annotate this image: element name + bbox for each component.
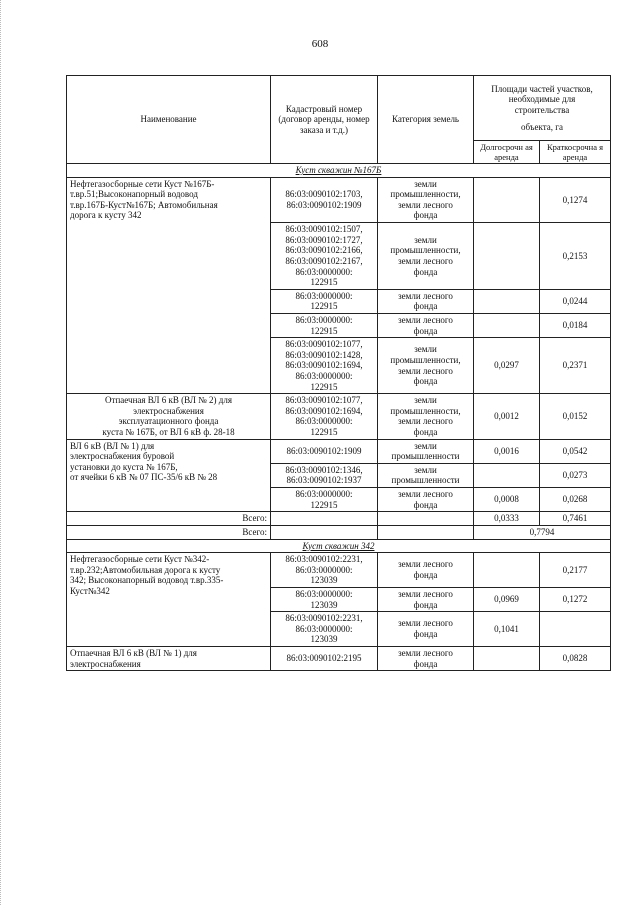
total-label: Всего: <box>67 525 271 539</box>
category-line: промышленности, <box>390 405 461 416</box>
object-name-line: т.вр.167Б-Куст№167Б; Автомобильная <box>70 199 218 210</box>
category-line: земли <box>414 234 437 245</box>
table-body <box>67 164 611 671</box>
header-area-line: Площади частей участков, <box>491 83 593 94</box>
cadastral-number <box>271 647 378 671</box>
object-name-line: эксплуатационного фонда <box>118 416 219 427</box>
land-category <box>378 338 474 394</box>
short-term-area: 0,2371 <box>540 338 611 394</box>
header-short-term: Краткосрочна я аренда <box>540 141 611 164</box>
header-cadastral: Кадастровый номер (договор аренды, номер заказа и т.д.) <box>271 76 378 164</box>
cadastral-number <box>271 394 378 439</box>
cadastral-line: 86:03:0000000: <box>295 623 353 634</box>
cadastral-line: 86:03:0000000: <box>295 588 353 599</box>
cadastral-line: 86:03:0090102:1077, <box>285 395 363 406</box>
header-name: Наименование <box>67 76 271 164</box>
cadastral-line: 122915 <box>310 325 338 336</box>
land-category <box>378 394 474 439</box>
category-line: земли лесного <box>398 199 453 210</box>
table-row <box>67 439 611 463</box>
object-name <box>67 647 271 671</box>
category-line: фонда <box>413 599 438 610</box>
object-name-line: установки до куста № 167Б, <box>70 461 178 472</box>
cadastral-line: 86:03:0000000: <box>295 266 353 277</box>
total-label: Всего: <box>67 512 271 526</box>
land-category <box>378 488 474 512</box>
cadastral-line: 86:03:0090102:1077, <box>285 339 363 350</box>
category-line: земли лесного <box>398 290 453 301</box>
category-line: земли <box>414 440 437 451</box>
category-line: земли лесного <box>398 648 453 659</box>
cadastral-line: 86:03:0000000: <box>295 564 353 575</box>
scan-edge <box>0 0 3 905</box>
table-row <box>67 553 611 588</box>
object-name-line: Отпаечная ВЛ 6 кВ (ВЛ № 2) для <box>105 395 232 406</box>
category-line: фонда <box>413 301 438 312</box>
cadastral-line: 122915 <box>310 301 338 312</box>
category-line: фонда <box>413 570 438 581</box>
total-row <box>67 525 611 539</box>
header-row <box>67 76 611 141</box>
long-term-area <box>474 647 540 671</box>
category-line: промышленности <box>391 475 460 486</box>
land-category <box>378 587 474 611</box>
land-category <box>378 439 474 463</box>
short-term-area: 0,2153 <box>540 223 611 290</box>
cadastral-line: 86:03:0090102:1909 <box>286 199 362 210</box>
category-line: земли <box>414 178 437 189</box>
long-term-area <box>474 463 540 487</box>
category-line: фонда <box>413 629 438 640</box>
cadastral-line: 86:03:0000000: <box>295 371 353 381</box>
object-name-line: Нефтегазосборные сети Куст №167Б- <box>70 178 215 189</box>
land-plots-table <box>66 75 611 671</box>
long-term-area: 0,0016 <box>474 439 540 463</box>
category-line: земли лесного <box>398 255 453 266</box>
long-term-area <box>474 223 540 290</box>
short-term-area: 0,0152 <box>540 394 611 439</box>
category-line: промышленности, <box>390 189 461 200</box>
category-line: земли лесного <box>398 489 453 500</box>
cadastral-line: 86:03:0090102:1507, <box>285 224 363 235</box>
cadastral-number <box>271 488 378 512</box>
land-category <box>378 313 474 337</box>
empty-cell <box>378 512 474 526</box>
cadastral-line: 86:03:0090102:1703, <box>285 189 363 200</box>
short-term-area: 0,0268 <box>540 488 611 512</box>
object-name-line: Куст№342 <box>70 585 110 596</box>
short-term-area: 0,0542 <box>540 439 611 463</box>
cadastral-line: 86:03:0000000: <box>295 290 353 301</box>
short-term-area: 0,1272 <box>540 587 611 611</box>
object-name-line: ВЛ 6 кВ (ВЛ № 1) для <box>70 440 155 451</box>
object-name-line: дорога к кусту 342 <box>70 210 142 221</box>
cadastral-line: 123039 <box>310 575 338 586</box>
category-line: земли лесного <box>398 618 453 629</box>
total-row <box>67 512 611 526</box>
object-name-line: от ячейки 6 кВ № 07 ПС-35/6 кВ № 28 <box>70 472 218 483</box>
cadastral-number <box>271 289 378 313</box>
table-row <box>67 647 611 671</box>
object-name <box>67 439 271 512</box>
cadastral-number <box>271 463 378 487</box>
category-line: фонда <box>413 427 438 438</box>
short-term-area: 0,0244 <box>540 289 611 313</box>
long-term-area <box>474 289 540 313</box>
cadastral-number <box>271 587 378 611</box>
land-category <box>378 647 474 671</box>
land-category <box>378 289 474 313</box>
category-line: промышленности, <box>390 245 461 256</box>
section-title: Куст скважин №167Б <box>67 164 611 178</box>
long-term-area: 0,0969 <box>474 587 540 611</box>
section-row <box>67 539 611 553</box>
header-area-line: строительства <box>514 105 570 115</box>
header-long-term: Долгосрочн ая аренда <box>474 141 540 164</box>
category-line: фонда <box>413 376 438 387</box>
land-category <box>378 553 474 588</box>
category-line: фонда <box>413 325 438 336</box>
category-line: земли лесного <box>398 559 453 570</box>
category-line: земли лесного <box>398 416 453 427</box>
cadastral-line: 86:03:0090102:2231, <box>285 613 363 624</box>
short-term-area: 0,0828 <box>540 647 611 671</box>
object-name-line: электроснабжения <box>70 658 141 669</box>
cadastral-number <box>271 553 378 588</box>
category-line: земли <box>414 344 437 355</box>
long-term-area: 0,0008 <box>474 488 540 512</box>
header-area-line: объекта, га <box>521 121 563 132</box>
cadastral-number <box>271 177 378 222</box>
cadastral-line: 122915 <box>310 277 338 288</box>
category-line: промышленности, <box>390 355 461 366</box>
cadastral-number <box>271 338 378 394</box>
category-line: земли <box>414 464 437 475</box>
object-name-line: Нефтегазосборные сети Куст №342- <box>70 554 210 565</box>
cadastral-number <box>271 612 378 647</box>
cadastral-line: 123039 <box>310 599 338 610</box>
empty-cell <box>271 512 378 526</box>
total-long-term: 0,0333 <box>474 512 540 526</box>
short-term-area <box>540 612 611 647</box>
cadastral-line: 86:03:0090102:2166, <box>285 245 363 256</box>
section-row <box>67 164 611 178</box>
category-line: земли <box>414 395 437 406</box>
cadastral-line: 86:03:0090102:1727, <box>285 234 363 245</box>
category-line: фонда <box>413 210 438 221</box>
cadastral-line: 86:03:0000000: <box>295 314 353 325</box>
cadastral-line: 86:03:0090102:1937 <box>286 475 362 486</box>
cadastral-line: 86:03:0090102:1909 <box>286 445 362 456</box>
header-area-line: необходимые для <box>508 94 576 105</box>
cadastral-line: 122915 <box>310 427 338 438</box>
category-line: земли лесного <box>398 365 453 376</box>
long-term-area: 0,0297 <box>474 338 540 394</box>
short-term-area: 0,0273 <box>540 463 611 487</box>
category-line: земли лесного <box>398 588 453 599</box>
cadastral-line: 86:03:0090102:2195 <box>286 653 362 664</box>
land-category <box>378 223 474 290</box>
long-term-area <box>474 553 540 588</box>
cadastral-number <box>271 439 378 463</box>
cadastral-line: 122915 <box>310 381 338 392</box>
cadastral-line: 86:03:0090102:1694, <box>285 405 363 416</box>
page-number: 608 <box>311 38 329 50</box>
cadastral-line: 86:03:0090102:1346, <box>285 464 363 475</box>
short-term-area: 0,2177 <box>540 553 611 588</box>
category-line: фонда <box>413 499 438 510</box>
short-term-area: 0,0184 <box>540 313 611 337</box>
object-name-line: Отпаечная ВЛ 6 кВ (ВЛ № 1) для <box>70 648 197 659</box>
category-line: земли лесного <box>398 314 453 325</box>
cadastral-line: 123039 <box>310 634 338 645</box>
cadastral-number <box>271 313 378 337</box>
total-combined: 0,7794 <box>474 525 611 539</box>
short-term-area: 0,1274 <box>540 177 611 222</box>
category-line: промышленности <box>391 451 460 462</box>
object-name <box>67 177 271 394</box>
object-name-line: т.вр.51;Высоконапорный водовод <box>70 189 198 200</box>
object-name-line: электроснабжения <box>133 405 204 416</box>
header-area-group <box>474 76 611 141</box>
table-row <box>67 177 611 222</box>
section-title: Куст скважин 342 <box>67 539 611 553</box>
object-name <box>67 394 271 439</box>
cadastral-number <box>271 223 378 290</box>
long-term-area <box>474 313 540 337</box>
header-category: Категория земель <box>378 76 474 164</box>
cadastral-line: 86:03:0000000: <box>295 489 353 500</box>
object-name <box>67 553 271 647</box>
object-name-line: электроснабжения буровой <box>70 451 175 462</box>
empty-cell <box>271 525 378 539</box>
cadastral-line: 86:03:0090102:2167, <box>285 255 363 266</box>
object-name-line: т.вр.232;Автомобильная дорога к кусту <box>70 564 221 575</box>
category-line: фонда <box>413 266 438 277</box>
cadastral-line: 86:03:0090102:1428, <box>285 349 363 360</box>
cadastral-line: 122915 <box>310 499 338 510</box>
object-name-line: куста № 167Б, от ВЛ 6 кВ ф. 28-18 <box>102 427 235 438</box>
long-term-area: 0,1041 <box>474 612 540 647</box>
total-short-term: 0,7461 <box>540 512 611 526</box>
category-line: фонда <box>413 658 438 669</box>
empty-cell <box>378 525 474 539</box>
long-term-area <box>474 177 540 222</box>
cadastral-line: 86:03:0090102:2231, <box>285 554 363 565</box>
land-category <box>378 463 474 487</box>
land-category <box>378 612 474 647</box>
land-category <box>378 177 474 222</box>
object-name-line: 342; Высоконапорный водовод т.вр.335- <box>70 575 224 586</box>
table-row <box>67 394 611 439</box>
long-term-area: 0,0012 <box>474 394 540 439</box>
cadastral-line: 86:03:0090102:1694, <box>285 360 363 371</box>
cadastral-line: 86:03:0000000: <box>295 416 353 427</box>
